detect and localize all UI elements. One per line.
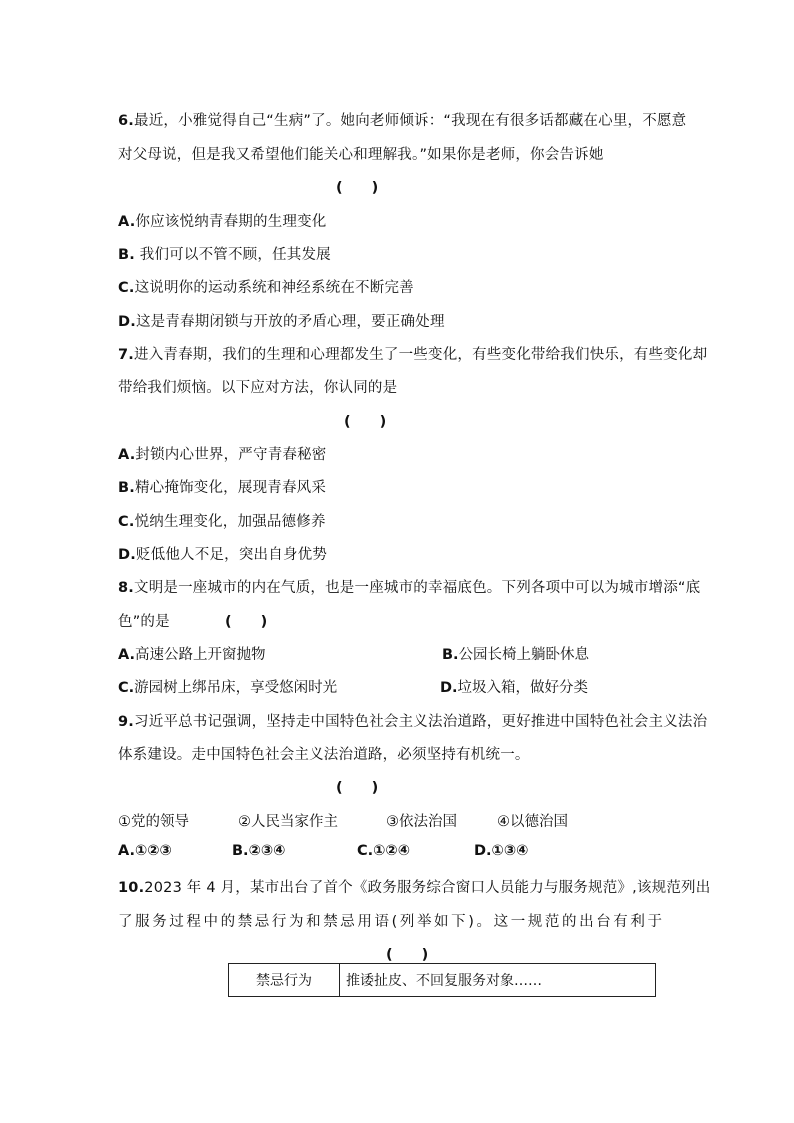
q9-answer-paren: ( ) bbox=[336, 780, 379, 796]
q10-answer-paren: ( ) bbox=[386, 947, 429, 963]
q10-stem-1: 2023 年 4 月，某市出台了首个《政务服务综合窗口人员能力与服务规范》,该规范列出 bbox=[144, 880, 711, 896]
q9-item-2: ②人民当家作主 bbox=[238, 814, 338, 830]
q6-option-d: D.这是青春期闭锁与开放的矛盾心理，要正确处理 bbox=[118, 314, 445, 330]
q6-option-b: B. 我们可以不管不顾，任其发展 bbox=[118, 247, 331, 263]
q9-item-1: ①党的领导 bbox=[118, 814, 189, 830]
q9-item-4: ④以德治国 bbox=[497, 814, 568, 830]
q6-number: 6. bbox=[118, 113, 134, 129]
q9-option-a: A.①②③ bbox=[118, 843, 172, 859]
q9-line2: 体系建设。走中国特色社会主义法治道路，必须坚持有机统一。 bbox=[118, 747, 530, 763]
q7-line2: 带给我们烦恼。以下应对方法，你认同的是 bbox=[118, 380, 398, 396]
q10-line1 bbox=[118, 876, 710, 897]
q8-option-a: A.高速公路上开窗抛物 bbox=[118, 647, 266, 663]
q9-option-d: D.①③④ bbox=[474, 843, 529, 859]
q7-option-c: C.悦纳生理变化，加强品德修养 bbox=[118, 514, 326, 530]
q9-item-3: ③依法治国 bbox=[386, 814, 457, 830]
q7-option-a: A.封锁内心世界，严守青春秘密 bbox=[118, 447, 327, 463]
q7-line1 bbox=[118, 343, 707, 364]
q7-number: 7. bbox=[118, 347, 134, 363]
q8-answer-paren: ( ) bbox=[225, 614, 268, 630]
table-row bbox=[229, 964, 656, 997]
q8-line1 bbox=[118, 576, 700, 597]
q6-option-c: C.这说明你的运动系统和神经系统在不断完善 bbox=[118, 280, 414, 296]
q6-option-a: A.你应该悦纳青春期的生理变化 bbox=[118, 214, 327, 230]
q8-option-b: B.公园长椅上躺卧休息 bbox=[442, 647, 590, 663]
q7-answer-paren: ( ) bbox=[344, 414, 387, 430]
q7-option-d: D.贬低他人不足，突出自身优势 bbox=[118, 547, 328, 563]
q8-stem-1: 文明是一座城市的内在气质，也是一座城市的幸福底色。下列各项中可以为城市增添“底 bbox=[134, 580, 701, 596]
q9-option-c: C.①②④ bbox=[357, 843, 410, 859]
q6-line1 bbox=[118, 109, 686, 130]
q6-line2: 对父母说，但是我又希望他们能关心和理解我。”如果你是老师，你会告诉她 bbox=[118, 147, 604, 163]
q8-option-c: C.游园树上绑吊床，享受悠闲时光 bbox=[118, 680, 338, 696]
taboo-table-header: 禁忌行为 bbox=[229, 964, 340, 997]
q6-answer-paren: ( ) bbox=[336, 180, 379, 196]
q6-stem-1: 最近，小雅觉得自己“生病”了。她向老师倾诉：“我现在有很多话都藏在心里，不愿意 bbox=[134, 113, 687, 129]
q9-option-b: B.②③④ bbox=[232, 843, 286, 859]
q8-line2: 色”的是 bbox=[118, 614, 170, 630]
q8-number: 8. bbox=[118, 580, 134, 596]
q9-stem-1: 习近平总书记强调，坚持走中国特色社会主义法治道路，更好推进中国特色社会主义法治 bbox=[134, 714, 708, 730]
taboo-table bbox=[228, 963, 656, 997]
q7-stem-1: 进入青春期，我们的生理和心理都发生了一些变化，有些变化带给我们快乐，有些变化却 bbox=[134, 347, 708, 363]
q9-number: 9. bbox=[118, 714, 134, 730]
q8-option-d: D.垃圾入箱，做好分类 bbox=[440, 680, 589, 696]
taboo-table-content: 推诿扯皮、不回复服务对象…… bbox=[340, 964, 656, 997]
q9-line1 bbox=[118, 710, 707, 731]
q7-option-b: B.精心掩饰变化，展现青春风采 bbox=[118, 480, 327, 496]
q10-line2: 了服务过程中的禁忌行为和禁忌用语(列举如下)。这一规范的出台有利于 bbox=[118, 914, 665, 930]
q10-number: 10. bbox=[118, 880, 145, 896]
